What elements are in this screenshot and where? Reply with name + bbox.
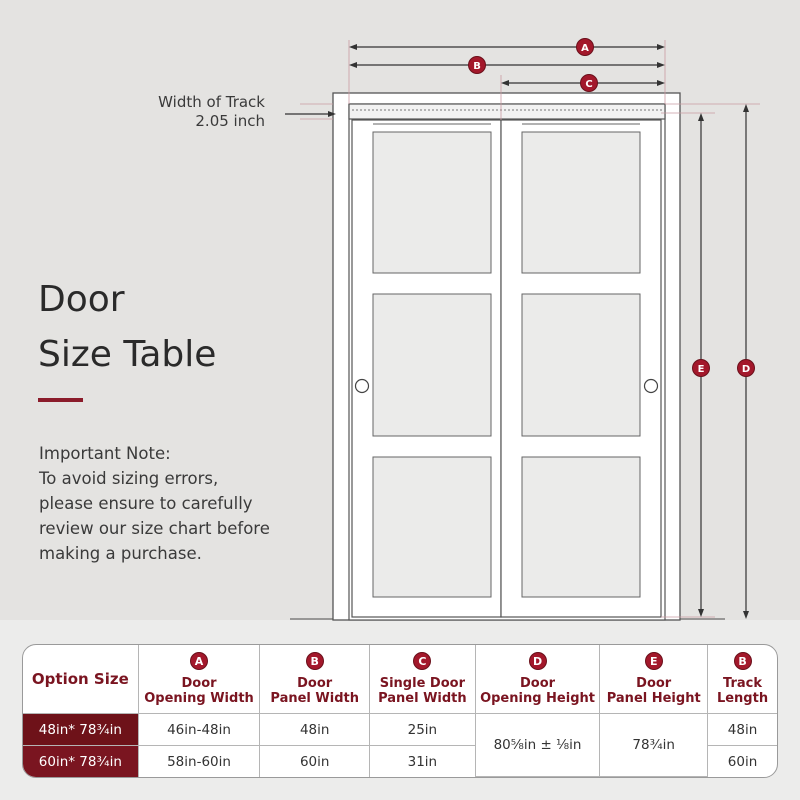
right-handle: [645, 380, 658, 393]
column-header: [600, 645, 708, 714]
right-glass-mid: [522, 294, 640, 436]
right-glass-bottom: [522, 457, 640, 597]
important-note: [39, 441, 270, 566]
single-panel-width-cell: 31in: [370, 746, 476, 777]
page-title-line1: Door: [38, 279, 125, 320]
left-handle: [356, 380, 369, 393]
column-header: [476, 645, 601, 714]
left-glass-top: [373, 132, 491, 273]
table-row: [23, 714, 777, 746]
column-title-line2: Panel Height: [606, 691, 701, 706]
column-header: [370, 645, 476, 714]
column-badge: D: [529, 652, 547, 670]
page-title: [38, 272, 216, 382]
track: [349, 104, 665, 119]
column-title-line2: Opening Height: [480, 691, 595, 706]
column-header: [708, 645, 777, 714]
note-line: making a purchase.: [39, 544, 202, 563]
marker-d: [738, 360, 755, 377]
column-title-line1: Track: [723, 676, 763, 691]
marker-a-label: A: [581, 43, 589, 54]
note-line: Important Note:: [39, 444, 171, 463]
track-length-cell: 60in: [727, 753, 758, 770]
marker-d-label: D: [741, 364, 751, 375]
track-width-label-line2: 2.05 inch: [195, 112, 265, 130]
column-title-line2: Length: [716, 691, 769, 706]
note-line: please ensure to carefully: [39, 494, 253, 513]
panel-width-cell: 48in: [260, 714, 370, 746]
marker-b-label: B: [473, 61, 481, 72]
note-line: review our size chart before: [39, 519, 270, 538]
marker-a: [577, 39, 594, 56]
column-badge: A: [190, 652, 208, 670]
option-size-cell: 48in* 78¾in: [23, 714, 139, 746]
marker-e: [693, 360, 710, 377]
opening-height-cell: 80⅝in ± ⅛in: [476, 714, 601, 777]
column-badge: B: [734, 652, 752, 670]
column-title-line2: Opening Width: [144, 691, 254, 706]
column-title-line1: Door: [519, 676, 556, 691]
table-header-row: [23, 645, 777, 714]
left-glass-mid: [373, 294, 491, 436]
marker-c-label: C: [585, 79, 593, 90]
option-size-header: Option Size: [23, 645, 139, 714]
track-length-cell: 48in: [708, 714, 777, 746]
track-width-label: [120, 93, 265, 131]
panel-width-cell: 60in: [260, 746, 370, 777]
opening-width-cell: 58in-60in: [139, 746, 261, 777]
marker-c: [581, 75, 598, 92]
column-header: [260, 645, 370, 714]
page-title-line2: Size Table: [38, 334, 217, 375]
title-accent-bar: [38, 398, 83, 402]
single-panel-width-cell: 25in: [370, 714, 476, 746]
column-badge: C: [413, 652, 431, 670]
column-badge: B: [306, 652, 324, 670]
option-size-cell: 60in* 78¾in: [23, 746, 139, 777]
right-glass-top: [522, 132, 640, 273]
panel-height-cell: 78¾in: [600, 714, 708, 777]
note-line: To avoid sizing errors,: [39, 469, 219, 488]
column-title-line2: Panel Width: [378, 691, 467, 706]
marker-b: [469, 57, 486, 74]
column-badge: E: [645, 652, 663, 670]
column-header: [139, 645, 261, 714]
column-title-line1: Door: [636, 676, 672, 691]
track-width-label-line1: Width of Track: [158, 93, 265, 111]
opening-width-cell: 46in-48in: [139, 714, 261, 746]
column-title-line2: Panel Width: [270, 691, 359, 706]
column-title-line1: Door: [181, 676, 217, 691]
column-title-line1: Single Door: [379, 676, 465, 691]
left-glass-bottom: [373, 457, 491, 597]
marker-e-label: E: [697, 364, 705, 375]
column-title-line1: Door: [297, 676, 333, 691]
size-table: [22, 644, 778, 778]
